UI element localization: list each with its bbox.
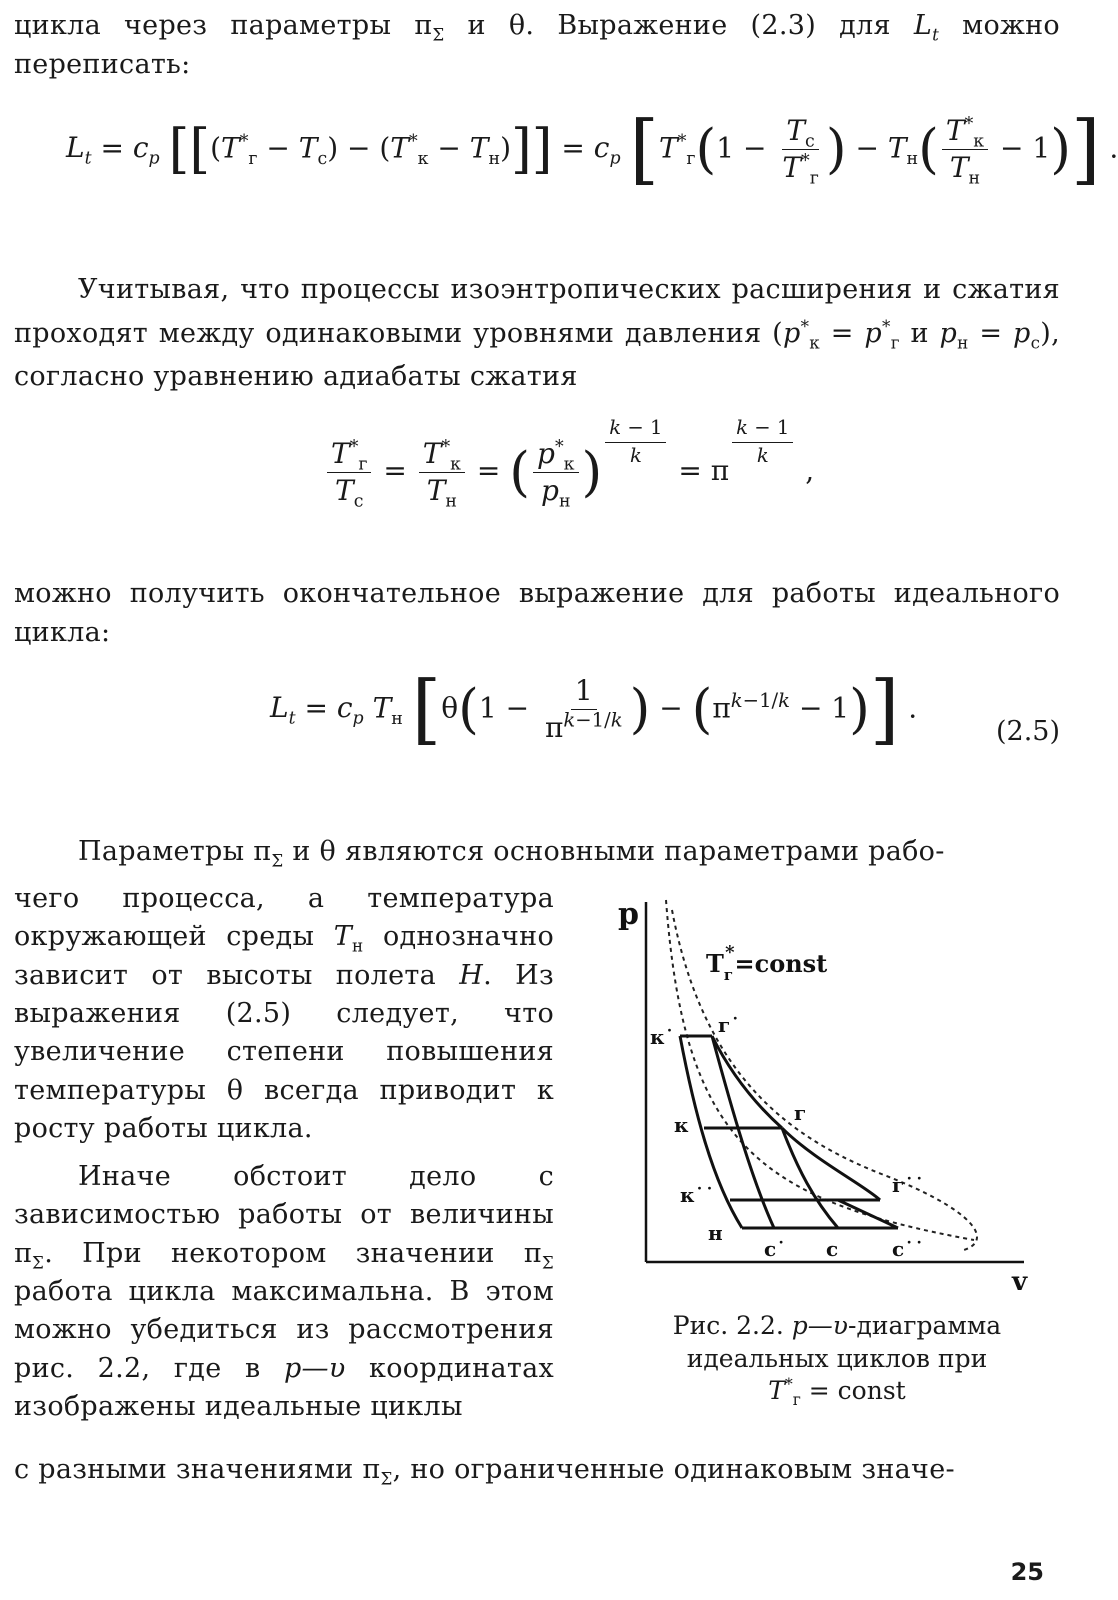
axis-label-v: v <box>1012 1267 1028 1297</box>
equation-number: (2.5) <box>995 716 1060 747</box>
page <box>14 0 1118 1600</box>
equation-lt: $L_t = c_p$ $[[(T^*_г - T_с) - (T^*_к - T_н)]] = c_p$ [$T^*_г(1$ − $\frac{T_с}{T^*_г}$ ) − $T_н$( $\frac{T^*_к}{T_н}$ − 1)] . <box>66 105 1118 193</box>
point-label: с˙ <box>764 1237 787 1261</box>
axis-label-p: p <box>618 897 639 932</box>
curve-label: $T_г*=const$ <box>706 942 828 984</box>
paragraph-4: Параметры $\pi_\Sigma$ и θ являются основными параметрами рабо- <box>78 836 945 871</box>
equation-2-5: $L_t = c_p$ $T_н$ [θ(1 − $\frac{1}{\pi^{k-1/k}}$ ) − $(\pi^{k-1/k} - 1)$] . <box>270 665 918 753</box>
figure-2-2 <box>614 880 1060 1440</box>
paragraph-3: можно получить окончательное выражение для работы идеального цикла: <box>14 578 1060 649</box>
point-label: н <box>708 1221 723 1245</box>
page-number: 25 <box>1010 1558 1044 1587</box>
point-label: к <box>674 1113 689 1137</box>
point-label: с <box>826 1237 839 1261</box>
point-label: к˙ <box>650 1025 675 1049</box>
point-label: к˙˙ <box>680 1183 715 1207</box>
equation-adiabat: $\frac{T^*_г}{T_с}$ = $\frac{T^*_к}{T_н}$ = ( $\frac{p^*_к}{p_н}$ ) $^{\frac{k - 1}{k}}$ = π $^{\frac{k - 1}{k}}$ , <box>324 438 814 507</box>
point-label: г˙˙ <box>892 1173 925 1197</box>
point-label: г˙ <box>718 1013 741 1037</box>
figure-caption: Рис. 2.2. p—υ-диаграмма идеальных циклов при $T^*_г$ = const <box>672 1311 1002 1409</box>
paragraph-2: Учитывая, что процессы изоэнтропических расширения и сжатия проходят между одинаковыми уровнями давления ($p^*_к = p^*_г$ и $p_н = p_с$), согласно уравнению адиабаты сжатия <box>14 274 1061 393</box>
pv-diagram <box>614 880 1060 1300</box>
point-label: г <box>794 1101 807 1125</box>
paragraph-5: чего процесса, а температура окружающей среды $T_н$ однозначно зависит от высоты полета H. Из выражения (2.5) следует, что увеличение степени повышения температуры θ всегда приводит к росту работы цикла. <box>14 883 554 1144</box>
paragraph-6: Иначе обстоит дело с зависимостью работы от величины $\pi_\Sigma$. При некотором значении $\pi_\Sigma$ работа цикла максимальна. В этом можно убедиться из рассмотрения рис. 2.2, где в p—υ координатах изображены идеальные циклы <box>14 1161 554 1422</box>
point-label: с˙˙ <box>892 1237 925 1261</box>
paragraph-1: цикла через параметры $\pi_\Sigma$ и θ. Выражение (2.3) для $L_t$ можно переписать: <box>14 10 1060 81</box>
paragraph-7: с разными значениями $\pi_\Sigma$, но ограниченные одинаковым значе- <box>14 1454 955 1489</box>
